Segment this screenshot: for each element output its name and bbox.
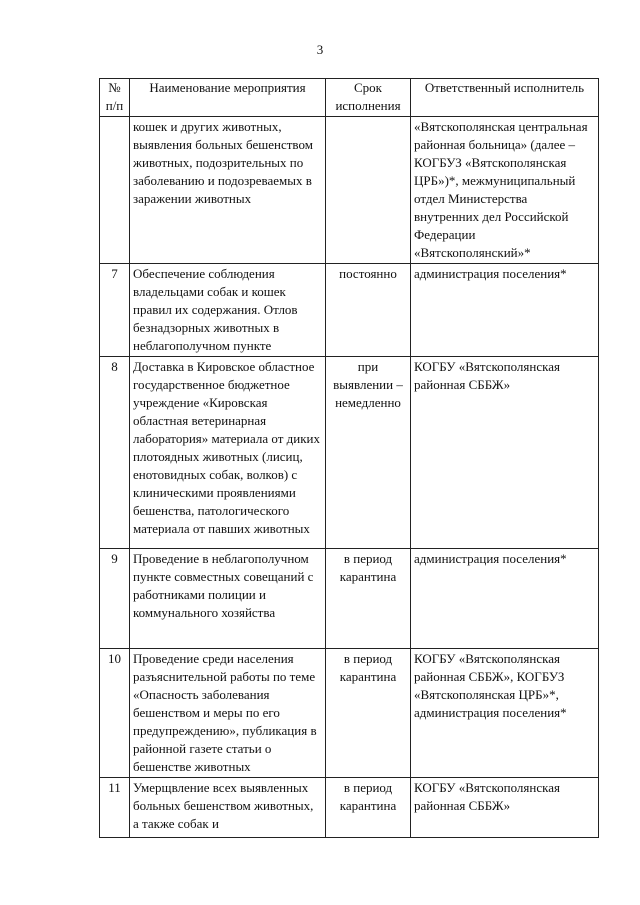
- header-name: Наименование мероприятия: [130, 79, 326, 117]
- table-header-row: [100, 79, 599, 117]
- table-row: [100, 357, 599, 549]
- header-term: Срок исполнения: [326, 79, 411, 117]
- row-responsible: «Вятскополянская центральная районная больница» (далее – КОГБУЗ «Вятскополянская ЦРБ»)*, межмуниципальный отдел Министерства внутренних дел Российской Федерации «Вятскополянский»*: [411, 117, 599, 264]
- row-responsible: администрация поселения*: [411, 264, 599, 357]
- measures-table: [99, 78, 599, 838]
- row-term: в период карантина: [326, 778, 411, 838]
- row-responsible: администрация поселения*: [411, 549, 599, 649]
- header-responsible: Ответственный исполнитель: [411, 79, 599, 117]
- table-row: [100, 778, 599, 838]
- row-num: [100, 117, 130, 264]
- header-num: № п/п: [100, 79, 130, 117]
- row-name: Умерщвление всех выявленных больных бешенством животных, а также собак и: [130, 778, 326, 838]
- row-name: Проведение среди населения разъяснительной работы по теме «Опасность заболевания бешенством и меры по его предупреждению», публикация в районной газете статьи о бешенстве животных: [130, 649, 326, 778]
- row-responsible: КОГБУ «Вятскополянская районная СББЖ»: [411, 778, 599, 838]
- row-num: 10: [100, 649, 130, 778]
- page-number: 3: [316, 42, 324, 57]
- table-row: [100, 549, 599, 649]
- row-name: Обеспечение соблюдения владельцами собак и кошек правил их содержания. Отлов безнадзорных животных в неблагополучном пункте: [130, 264, 326, 357]
- table-row: [100, 117, 599, 264]
- row-term: [326, 117, 411, 264]
- row-responsible: КОГБУ «Вятскополянская районная СББЖ», КОГБУЗ «Вятскополянская ЦРБ»*, администрация поселения*: [411, 649, 599, 778]
- table-row: [100, 264, 599, 357]
- row-term: в период карантина: [326, 549, 411, 649]
- row-term: постоянно: [326, 264, 411, 357]
- row-term: в период карантина: [326, 649, 411, 778]
- table-row: [100, 649, 599, 778]
- row-term: при выявлении – немедленно: [326, 357, 411, 549]
- row-num: 11: [100, 778, 130, 838]
- row-num: 8: [100, 357, 130, 549]
- row-name: кошек и других животных, выявления больных бешенством животных, подозрительных по заболеванию и подозреваемых в заражении животных: [130, 117, 326, 264]
- row-name: Доставка в Кировское областное государственное бюджетное учреждение «Кировская областная ветеринарная лаборатория» материала от диких плотоядных животных (лисиц, енотовидных собак, волков) с клиническими проявлениями бешенства, патологического материала от павших животных: [130, 357, 326, 549]
- row-name: Проведение в неблагополучном пункте совместных совещаний с работниками полиции и коммунального хозяйства: [130, 549, 326, 649]
- row-responsible: КОГБУ «Вятскополянская районная СББЖ»: [411, 357, 599, 549]
- row-num: 9: [100, 549, 130, 649]
- row-num: 7: [100, 264, 130, 357]
